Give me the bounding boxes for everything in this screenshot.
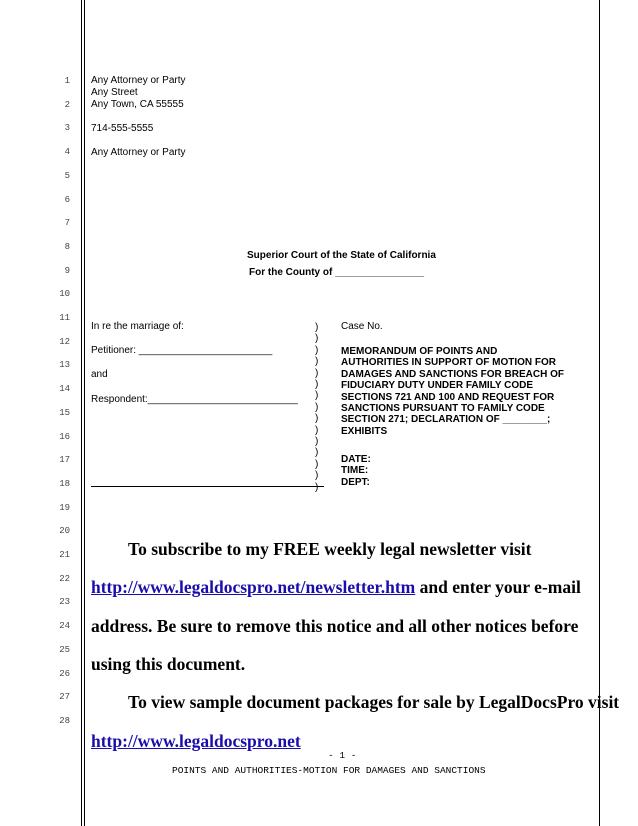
line-number: 6 [64,194,70,205]
line-number: 11 [59,313,70,323]
left-margin-rule-1 [81,0,82,826]
line-number: 28 [59,715,70,726]
line-number: 23 [59,597,70,608]
title-line: DAMAGES AND SANCTIONS FOR BREACH OF [341,368,564,380]
notice-line-2-tail: and enter your e-mail [415,577,581,597]
caption-paren: ) [315,322,319,333]
case-number: Case No. [341,321,383,332]
caption-paren: ) [315,436,319,447]
attorney-city: Any Town, CA 55555 [91,99,184,110]
caption-respondent: Respondent:___________________________ [91,394,298,405]
line-number: 9 [64,265,70,276]
notice-line-2 [91,577,581,598]
document-title [341,346,611,437]
line-number: 13 [59,360,70,371]
notice-line-3: address. Be sure to remove this notice and all other notices before [91,616,579,636]
left-margin-rule-2 [84,0,85,826]
line-number: 16 [59,431,70,442]
line-number: 10 [59,289,70,300]
line-number: 3 [64,123,70,134]
caption-paren: ) [315,470,319,482]
title-line: AUTHORITIES IN SUPPORT OF MOTION FOR [341,357,556,369]
line-number: 17 [59,455,70,466]
caption-paren: ) [315,458,319,470]
line-number: 22 [59,573,70,584]
attorney-street: Any Street [91,87,138,98]
attorney-for: Any Attorney or Party [91,147,186,158]
footer-title: POINTS AND AUTHORITIES-MOTION FOR DAMAGES AND SANCTIONS [172,765,486,776]
caption-marriage: In re the marriage of: [91,321,184,332]
title-line: EXHIBITS [341,425,388,437]
caption-bottom-rule [91,486,324,487]
line-number: 1 [64,76,70,86]
page-number: - 1 - [328,750,357,761]
line-number: 26 [59,668,70,679]
line-number: 14 [59,384,70,395]
caption-paren: ) [315,333,319,345]
caption-paren: ) [315,401,319,413]
title-line: SECTIONS 721 AND 100 AND REQUEST FOR [341,391,555,403]
line-number: 4 [64,147,70,158]
title-line: FIDUCIARY DUTY UNDER FAMILY CODE [341,380,534,392]
line-number: 24 [59,621,70,632]
caption-paren: ) [315,344,319,356]
newsletter-link[interactable]: http://www.legaldocspro.net/newsletter.htm [91,577,416,597]
caption-paren: ) [315,367,319,379]
court-name: Superior Court of the State of California [247,250,436,261]
caption-and: and [91,369,108,380]
caption-paren: ) [315,390,319,402]
line-number: 25 [59,644,70,655]
site-link[interactable]: http://www.legaldocspro.net [91,731,301,751]
line-number: 27 [59,692,70,703]
caption-paren: ) [315,379,319,390]
title-line: MEMORANDUM OF POINTS AND [341,346,498,357]
title-line: SECTION 271; DECLARATION OF ________; [341,414,551,426]
caption-paren: ) [315,424,319,436]
line-number: 12 [59,336,70,347]
notice-line-5: To view sample document packages for sale by LegalDocsPro visit [128,692,620,712]
notice-line-1: To subscribe to my FREE weekly legal newsletter visit [128,539,532,559]
court-county: For the County of ________________ [249,267,425,278]
caption-petitioner: Petitioner: ________________________ [91,345,273,356]
line-number: 8 [64,241,70,252]
attorney-name: Any Attorney or Party [91,75,186,86]
title-line: SANCTIONS PURSUANT TO FAMILY CODE [341,403,545,415]
caption-paren: ) [315,356,319,368]
hearing-info [341,454,611,488]
line-number: 18 [59,478,70,489]
line-number: 19 [59,502,70,513]
hearing-time: TIME: [341,465,369,477]
line-number: 5 [64,170,70,181]
caption-paren: ) [315,447,319,459]
caption-paren: ) [315,481,319,493]
line-number: 21 [59,550,70,560]
line-number: 15 [59,407,70,418]
line-number: 2 [64,99,70,110]
line-number: 7 [64,218,70,229]
notice-line-4: using this document. [91,654,246,674]
line-number: 20 [59,526,70,537]
attorney-phone: 714-555-5555 [91,123,154,134]
notice-line-6 [91,731,301,752]
hearing-dept: DEPT: [341,476,370,488]
caption-paren: ) [315,413,319,425]
hearing-date: DATE: [341,454,371,465]
